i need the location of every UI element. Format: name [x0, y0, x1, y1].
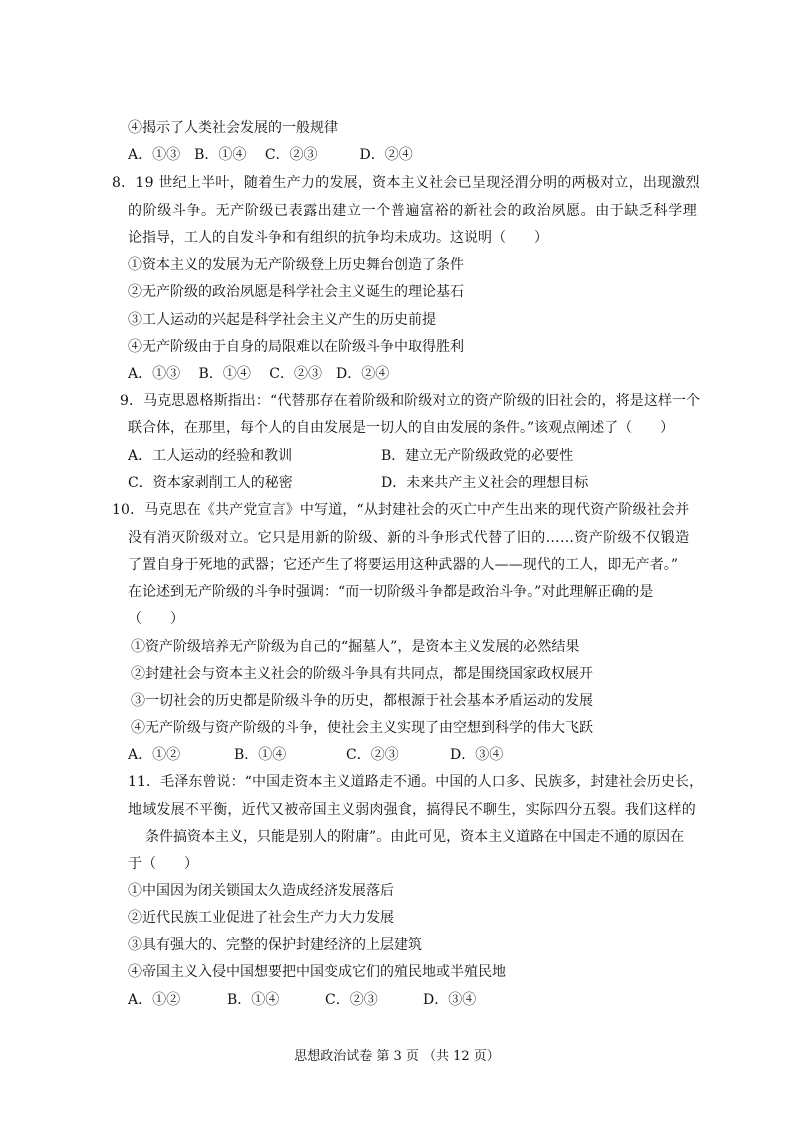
q9-option-c: C．资本家剥削工人的秘密 — [128, 475, 293, 491]
q7-answer-choices: A．①③ B．①④ C．②③ D．②④ — [128, 147, 413, 163]
q8-answer-choices: A．①③ B．①④ C．②③ D．②④ — [128, 366, 390, 382]
q8-stem-line-2: 的阶级斗争。无产阶级已表露出建立一个普遍富裕的新社会的政治夙愿。由于缺乏科学理 — [128, 203, 698, 219]
q7-option-4: ④揭示了人类社会发展的一般规律 — [128, 120, 338, 136]
q11-option-2: ②近代民族工业促进了社会生产力大力发展 — [128, 910, 394, 926]
q11-option-1: ①中国因为闭关锁国太久造成经济发展落后 — [128, 883, 394, 899]
q9-option-d: D．未来共产主义社会的理想目标 — [381, 475, 589, 491]
q11-answer-c: C．②③ — [325, 992, 378, 1008]
q11-stem-line-2: 地域发展不平衡，近代又被帝国主义弱肉强食，搞得民不聊生，实际四分五裂。我们这样的 — [128, 802, 696, 818]
q10-option-1: ①资产阶级培养无产阶级为自己的“掘墓人”，是资本主义发展的必然结果 — [131, 639, 580, 655]
q11-answer-a: A．①② — [128, 992, 181, 1008]
q8-option-3: ③工人运动的兴起是科学社会主义产生的历史前提 — [128, 312, 436, 328]
q10-stem-line-3: 了置自身于死地的武器；它还产生了将要运用这种武器的人——现代的工人，即无产者。” — [128, 557, 679, 573]
q10-option-4: ④无产阶级与资产阶级的斗争，使社会主义实现了由空想到科学的伟大飞跃 — [131, 720, 593, 736]
q11-option-3: ③具有强大的、完整的保护封建经济的上层建筑 — [128, 937, 422, 953]
q10-stem-line-4: 在论述到无产阶级的斗争时强调：“而一切阶级斗争都是政治斗争。”对此理解正确的是 — [128, 584, 654, 600]
q10-stem-line-5: （ ） — [128, 611, 184, 627]
page-footer: 思想政治试卷 第 3 页 （共 12 页） — [294, 1049, 500, 1064]
q9-option-a: A．工人运动的经验和教训 — [128, 448, 293, 464]
q11-stem-line-1: 11．毛泽东曾说：“中国走资本主义道路走不通。中国的人口多、民族多，封建社会历史长， — [128, 774, 704, 790]
q11-answer-d: D．③④ — [423, 992, 477, 1008]
q9-stem-line-1: 9．马克思恩格斯指出：“代替那存在着阶级和阶级对立的资产阶级的旧社会的，将是这样一个 — [120, 393, 701, 409]
q10-answer-c: C．②③ — [346, 747, 399, 763]
q10-stem-line-1: 10．马克思在《共产党宣言》中写道，“从封建社会的灭亡中产生出来的现代资产阶级社会并 — [112, 502, 690, 518]
q10-answer-b: B．①④ — [234, 747, 287, 763]
q11-answer-b: B．①④ — [227, 992, 280, 1008]
q10-answer-a: A．①② — [128, 747, 181, 763]
q9-option-b: B．建立无产阶级政党的必要性 — [381, 448, 574, 464]
q9-stem-line-2: 联合体，在那里，每个人的自由发展是一切人的自由发展的条件。”该观点阐述了（ ） — [128, 420, 675, 436]
q10-option-3: ③一切社会的历史都是阶级斗争的历史，都根源于社会基本矛盾运动的发展 — [131, 693, 593, 709]
q8-option-2: ②无产阶级的政治夙愿是科学社会主义诞生的理论基石 — [128, 284, 464, 300]
q10-stem-line-2: 没有消灭阶级对立。它只是用新的阶级、新的斗争形式代替了旧的……资产阶级不仅锻造 — [128, 530, 690, 546]
q11-option-4: ④帝国主义入侵中国想要把中国变成它们的殖民地或半殖民地 — [128, 964, 506, 980]
q8-stem-line-3: 论指导，工人的自发斗争和有组织的抗争均未成功。这说明（ ） — [128, 230, 548, 246]
q10-answer-d: D．③④ — [450, 747, 504, 763]
q11-stem-line-4: 于（ ） — [128, 856, 198, 872]
q11-stem-line-3: 条件搞资本主义，只能是别人的附庸”。由此可见，资本主义道路在中国走不通的原因在 — [145, 829, 685, 845]
q8-stem-line-1: 8．19 世纪上半叶，随着生产力的发展，资本主义社会已呈现泾渭分明的两极对立，出现激烈 — [112, 175, 700, 191]
q10-option-2: ②封建社会与资本主义社会的阶级斗争具有共同点，都是围绕国家政权展开 — [131, 666, 593, 682]
q8-option-1: ①资本主义的发展为无产阶级登上历史舞台创造了条件 — [128, 257, 464, 273]
q8-option-4: ④无产阶级由于自身的局限难以在阶级斗争中取得胜利 — [128, 339, 464, 355]
